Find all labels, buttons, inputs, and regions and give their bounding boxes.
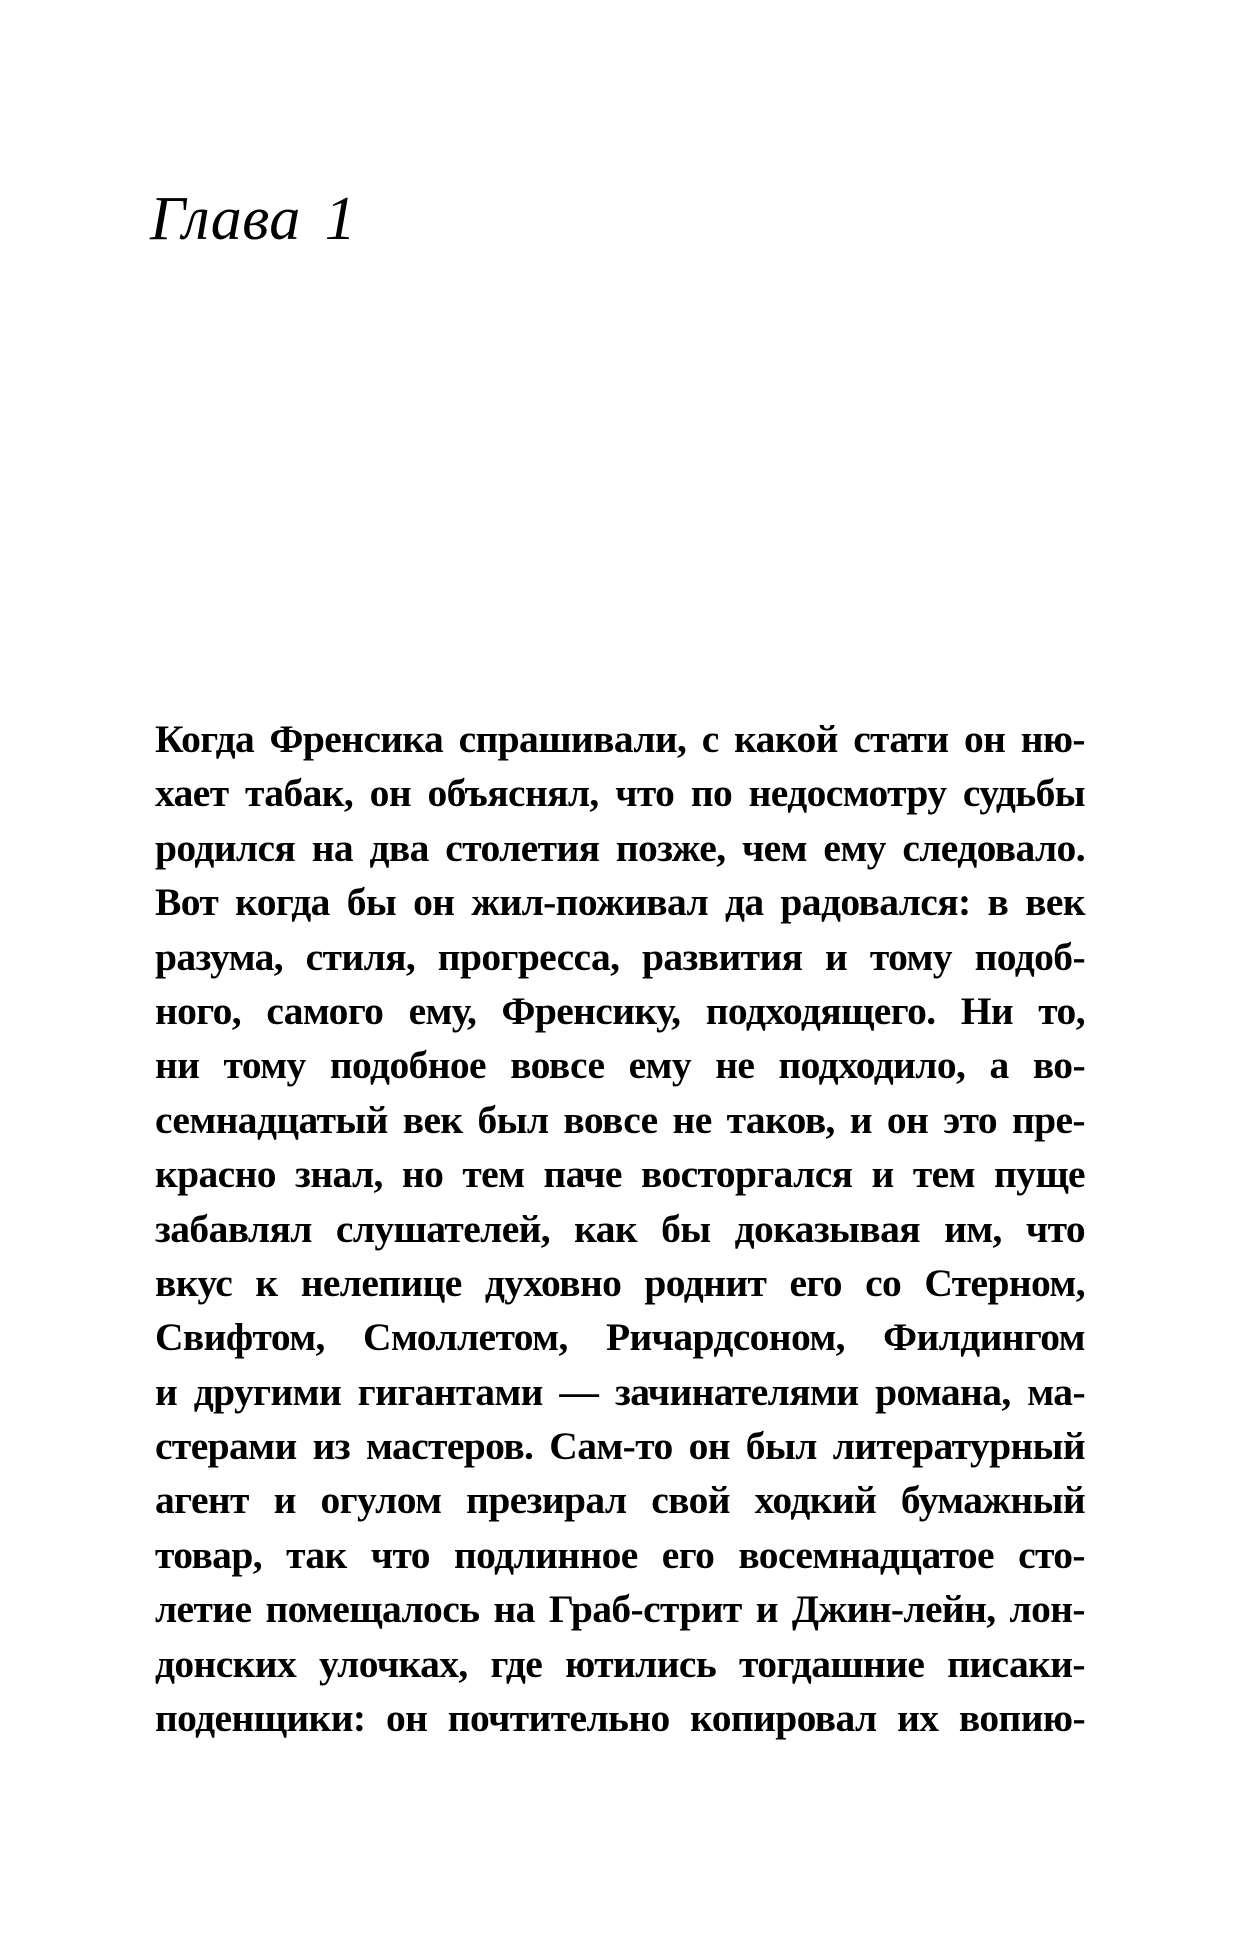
text-line: красно знал, но тем паче восторгался и тем пуще — [155, 1152, 1085, 1197]
text-line: товар, так что подлинное его восемнадцатое сто- — [155, 1532, 1085, 1577]
text-line: летие помещалось на Граб-стрит и Джин-лейн, лон- — [155, 1587, 1085, 1632]
text-line: агент и огулом презирал свой ходкий бумажный — [155, 1478, 1085, 1523]
text-line: хает табак, он объяснял, что по недосмотру судьбы — [155, 771, 1085, 816]
text-line: донских улочках, где ютились тогдашние писаки- — [155, 1641, 1085, 1686]
text-line: поденщики: он почтительно копировал их вопию- — [155, 1696, 1085, 1741]
text-line: забавлял слушателей, как бы доказывая им, что — [155, 1206, 1085, 1251]
text-line: разума, стиля, прогресса, развития и тому подоб- — [155, 934, 1085, 979]
text-line: и другими гигантами — зачинателями романа, ма- — [155, 1369, 1085, 1414]
text-line: стерами из мастеров. Сам-то он был литературный — [155, 1424, 1085, 1469]
text-line: ного, самого ему, Френсику, подходящего. Ни то, — [155, 988, 1085, 1033]
body-paragraph — [155, 712, 1085, 1745]
text-line: Когда Френсика спрашивали, с какой стати он ню- — [155, 717, 1085, 761]
text-line: Свифтом, Смоллетом, Ричардсоном, Филдингом — [155, 1315, 1085, 1360]
text-line: Вот когда бы он жил-поживал да радовался: в век — [155, 880, 1085, 925]
chapter-title: Глава 1 — [150, 185, 357, 253]
text-line: ни тому подобное вовсе ему не подходило, а во- — [155, 1043, 1085, 1088]
text-line: родился на два столетия позже, чем ему следовало. — [155, 825, 1085, 870]
text-line: вкус к нелепице духовно роднит его со Стерном, — [155, 1260, 1085, 1305]
text-line: семнадцатый век был вовсе не таков, и он это пре- — [155, 1097, 1085, 1142]
